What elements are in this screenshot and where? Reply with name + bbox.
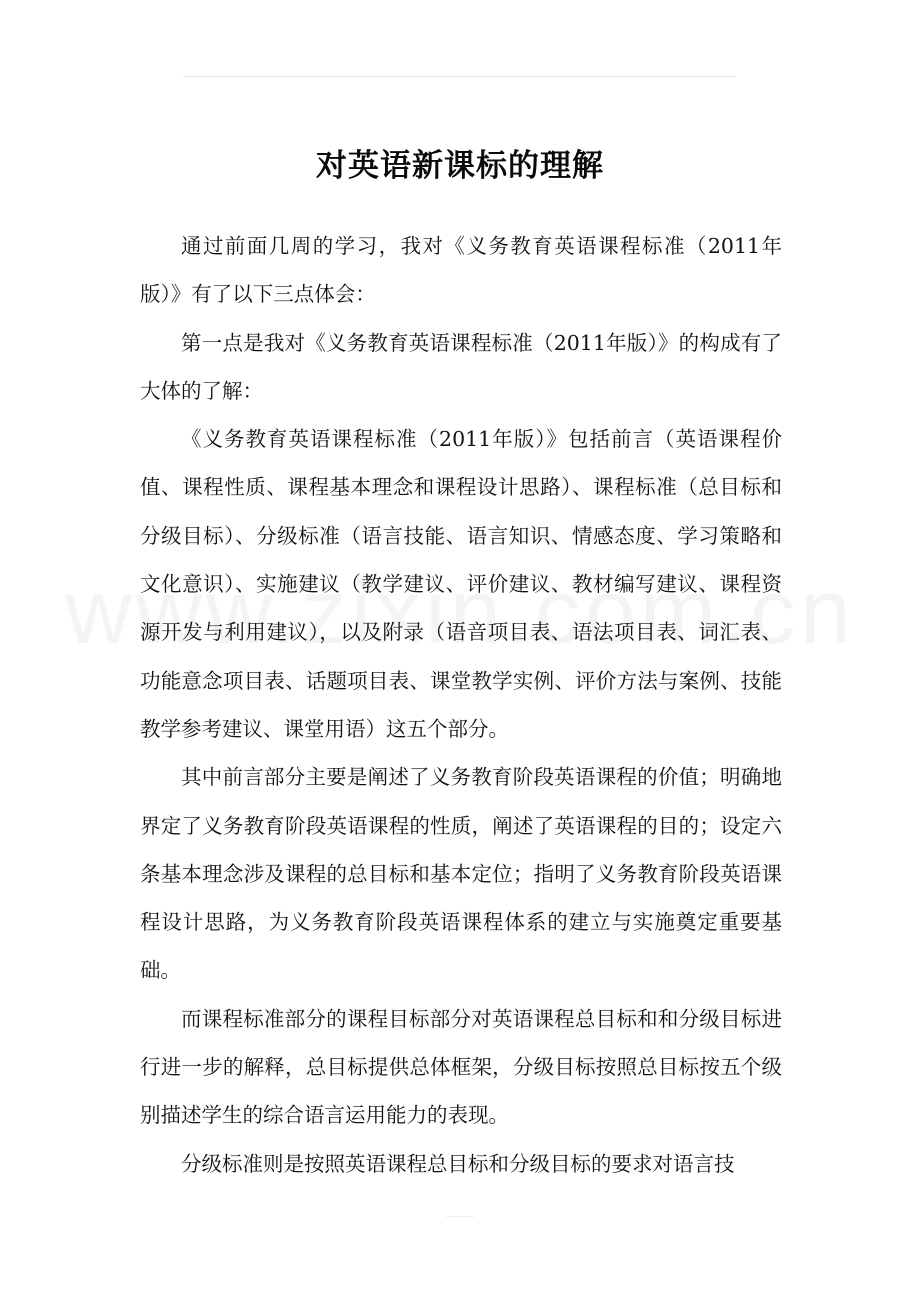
- paragraph-structure: 《义务教育英语课程标准（2011年版）》包括前言（英语课程价值、课程性质、课程基本理念和课程设计思路）、课程标准（总目标和分级目标）、分级标准（语言技能、语言知识、情感态度、学习策略和文化意识）、实施建议（教学建议、评价建议、教材编写建议、课程资源开发与利用建议），以及附录（语音项目表、语法项目表、词汇表、功能意念项目表、话题项目表、课堂教学实例、评价方法与案例、技能教学参考建议、课堂用语）这五个部分。: [140, 427, 782, 741]
- paragraph-preface: 其中前言部分主要是阐述了义务教育阶段英语课程的价值；明确地界定了义务教育阶段英语课程的性质，阐述了英语课程的目的；设定六条基本理念涉及课程的总目标和基本定位；指明了义务教育阶段英语课程设计思路，为义务教育阶段英语课程体系的建立与实施奠定重要基础。: [140, 765, 782, 983]
- paragraph-course-goals: 而课程标准部分的课程目标部分对英语课程总目标和和分级目标进行进一步的解释，总目标提供总体框架，分级目标按照总目标按五个级别描述学生的综合语言运用能力的表现。: [140, 1006, 782, 1128]
- document-body: [140, 222, 782, 1188]
- paragraph-level-standards: 分级标准则是按照英语课程总目标和分级目标的要求对语言技: [181, 1151, 735, 1176]
- paragraph-point-one: 第一点是我对《义务教育英语课程标准（2011年版）》的构成有了大体的了解：: [140, 330, 782, 403]
- paragraph-intro: 通过前面几周的学习，我对《义务教育英语课程标准（2011年版）》有了以下三点体会：: [140, 234, 782, 307]
- header-rule: [183, 76, 736, 77]
- document-title: 对英语新课标的理解: [316, 148, 604, 184]
- footer-mark: [446, 1216, 474, 1217]
